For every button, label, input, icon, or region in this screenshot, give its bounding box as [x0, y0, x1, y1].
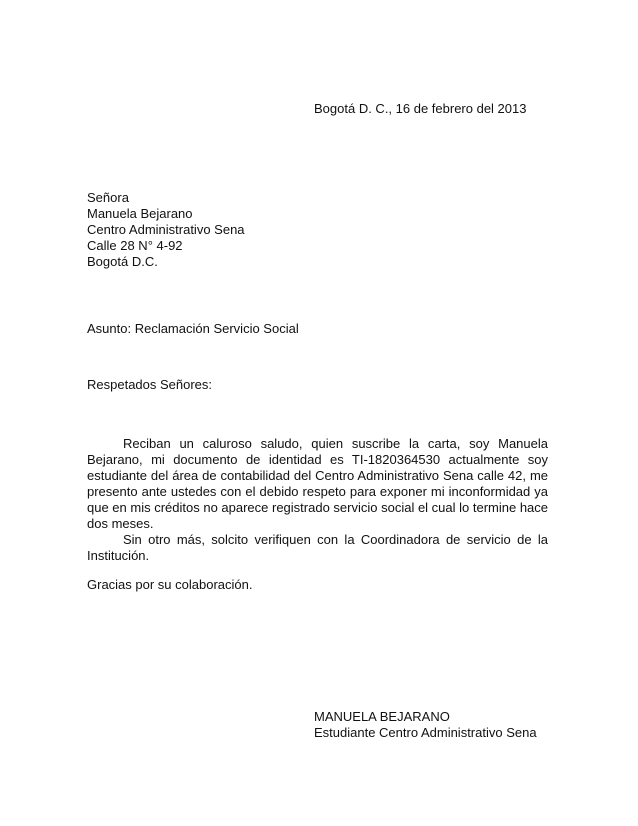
date-line: Bogotá D. C., 16 de febrero del 2013 — [314, 101, 527, 116]
body-paragraph: Reciban un caluroso saludo, quien suscribe la carta, soy Manuela Bejarano, mi documento de identidad es TI-1820364530 actualmente soy estudiante del área de contabilidad del Centro Administrativo Sena calle 42, me presento ante ustedes con el debido respeto para exponer mi inconformidad ya que en mis créditos no aparece registrado servicio social el cual lo termine hace dos meses. — [87, 436, 549, 531]
signature-name: MANUELA BEJARANO — [314, 709, 450, 724]
recipient-name: Manuela Bejarano — [87, 206, 193, 221]
recipient-salutation: Señora — [87, 190, 129, 205]
signature-title: Estudiante Centro Administrativo Sena — [314, 725, 537, 740]
recipient-city: Bogotá D.C. — [87, 254, 158, 269]
closing-line: Gracias por su colaboración. — [87, 577, 253, 592]
signature-block — [314, 709, 537, 741]
recipient-address: Calle 28 N° 4-92 — [87, 238, 183, 253]
letter-body — [87, 436, 548, 564]
greeting: Respetados Señores: — [87, 377, 213, 392]
subject-line: Asunto: Reclamación Servicio Social — [87, 321, 299, 336]
body-paragraph: Sin otro más, solcito verifiquen con la Coordinadora de servicio de la Institución. — [87, 532, 548, 563]
recipient-organization: Centro Administrativo Sena — [87, 222, 245, 237]
recipient-block — [87, 190, 245, 270]
